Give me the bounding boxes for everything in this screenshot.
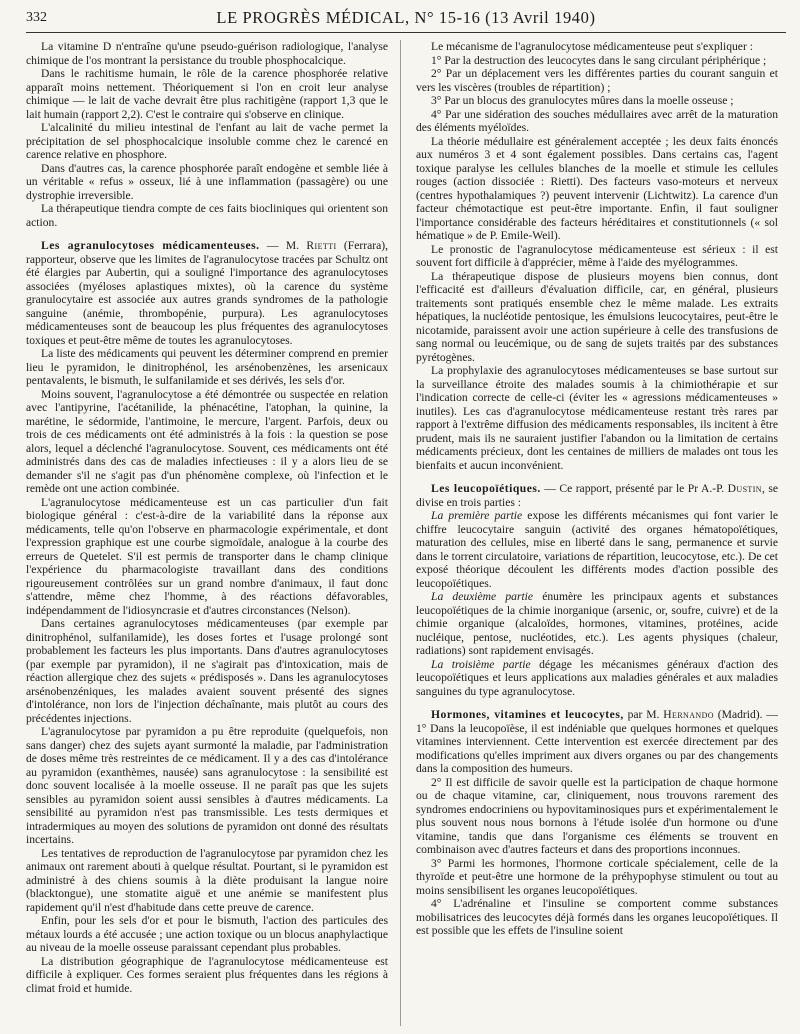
paragraph: L'agranulocytose médicamenteuse est un cas particulier d'un fait biologique général : c'est-à-dire de la variabilité dans la réponse aux médicaments, telle qu'on l'observe en pharmacologie expérimentale, et dont l'expression graphique est une courbe sigmoïdale, analogue à la courbe des erreurs de Quetelet. S'il est permis de transporter dans le champ clinique l'expérience du pharmacologiste travaillant dans des conditions rigoureusement contrôlées sur un grand nombre d'animaux, il faut donc s'attendre, même chez l'homme, à des réactions défavorables, indépendamment de l'idiosyncrasie et d'autres circonstances (Nelson). — [26, 495, 388, 617]
part-label: La première partie — [431, 509, 523, 522]
paragraph: La liste des médicaments qui peuvent les déterminer comprend en premier lieu le pyramidon, le dinitrophénol, les arsénobenzènes, les arsenicaux pentavalents, le bismuth, le sulfanilamide et ses dérivés, les sels d'or. — [26, 347, 388, 387]
part-label: La deuxième partie — [431, 590, 534, 603]
page-number: 332 — [26, 10, 47, 25]
part-label: La troisième partie — [431, 657, 531, 671]
section-heading: Hormones, vitamines et leucocytes, — [431, 708, 624, 721]
running-title: LE PROGRÈS MÉDICAL, N° 15-16 (13 Avril 1940) — [216, 8, 596, 27]
paragraph: La vitamine D n'entraîne qu'une pseudo-guérison radiologique, l'analyse chimique de l'os montrant la persistance du trouble phosphocalcique. — [26, 40, 388, 67]
paragraph: La thérapeutique dispose de plusieurs moyens bien connus, dont l'efficacité est d'ailleurs d'évaluation difficile, car, en général, plusieurs traitements sont pratiqués ensemble chez le même malade. Les extraits hépatiques, la nucléotide pentosique, les émulsions leucocytaires, peut-être le nicotamide, paraissent avoir une action supérieure à celle des transfusions de sang normal ou leucémique, ou de sang de sujets traités par des substances pyrétogènes. — [416, 269, 778, 364]
column-divider — [400, 40, 401, 1026]
right-column — [416, 40, 778, 1026]
paragraph-text: (Madrid). — 1° Dans la leucopoïèse, il est indéniable que quelques hormones et quelques vitamines interviennent. Cette intervention est exercée directement par des modifications qu'elles impriment aux divers organes ou par des changements dans la composition des humeurs. — [416, 708, 778, 775]
paragraph-text: expose les différents mécanismes qui font varier le chiffre leucocytaire sanguin (activité des organes hématopoïétiques, maturation des cellules, mise en liberté dans le sang, permanence et survie dans le torrent circulatoire, variations de répartition, leucocytose, etc.). De cet exposé théorique découlent les différents modes d'action possible des leucopoïétiques. — [416, 509, 778, 590]
section-heading: Les leucopoïétiques. — [431, 482, 541, 495]
paragraph-text: , se divise en trois parties : — [416, 482, 778, 509]
paragraph: Enfin, pour les sels d'or et pour le bismuth, l'action des particules des métaux lourds a été accusée ; une action toxique ou un blocus anaphylactique au niveau de la moelle osseuse paraissant cependant plus probables. — [26, 914, 388, 954]
paragraph: La distribution géographique de l'agranulocytose médicamenteuse est difficile à expliquer. Ces formes seraient plus fréquentes dans les régions à climat froid et humide. — [26, 954, 388, 995]
list-item: 3° Par un blocus des granulocytes mûres dans la moelle osseuse ; — [431, 94, 734, 107]
section-hormones — [416, 708, 778, 776]
paragraph: Moins souvent, l'agranulocytose a été démontrée ou suspectée en relation avec l'antipyrine, l'acétanilide, la phénacétine, l'atophan, la quinine, la marétine, le sédormide, l'antimoine, le mercure, l'argent. Parfois, deux ou trois de ces médicaments ont été administrés à la fois : la question se pose alors, lequel a déclenché l'agranulocytose. Souvent, ces médicaments ont été administrés dans des cas de maladies infectieuses : il y a alors lieu de se demander s'il ne s'agit pas d'un phénomène complexe, où l'infection et le remède ont une action combinée. — [26, 387, 388, 495]
paragraph-text: (Ferrara), rapporteur, observe que les limites de l'agranulocytose tracées par Schultz ont été élargies par Aubertin, qui a souligné l'importance des agranulocytoses associées (myéloses aplastiques mixtes), où la carence du système granulocytaire est associée aux autres grands syndromes de la pathologie sanguine (anémie, thrombopénie, purpura). Les agranulocytoses médicamenteuses sont de beaucoup les plus fréquentes des agranulocytoses toxiques et peut-être même de toutes les agranulocytoses. — [26, 239, 388, 347]
author-name: Dustin — [727, 482, 762, 495]
paragraph-text: — Ce rapport, présenté par le Pr A.-P. — [540, 482, 728, 495]
list-item: 4° Par une sidération des souches médullaires avec arrêt de la maturation des éléments myéloïdes. — [416, 107, 778, 134]
section-leucopoietiques — [416, 482, 778, 509]
paragraph: Le mécanisme de l'agranulocytose médicamenteuse peut s'expliquer : — [431, 40, 753, 53]
paragraph: 2° Il est difficile de savoir quelle est la participation de chaque hormone ou de chaque vitamine, car, cliniquement, nous trouvons rarement des syndromes endocriniens ou hypovitaminosiques purs et expérimentalement le plus souvent nous nous bornons à l'étude isolée d'un hormone ou d'une vitamine, tandis que dans l'organisme ces éléments se trouvent en combinaison avec d'autres facteurs et dans des proportions inconnues. — [416, 775, 778, 856]
paragraph: L'alcalinité du milieu intestinal de l'enfant au lait de vache permet la précipitation de sel phosphocalcique insoluble comme chez le carencé en carence relative en phosphore. — [26, 121, 388, 161]
paragraph: L'agranulocytose par pyramidon a pu être reproduite (quelquefois, non sans danger) chez des sujets ayant surmonté la maladie, par l'administration de doses même très restreintes de ce médicament. Il y a des cas d'intolérance au pyramidon (exanthèmes, nausée) sans agranulocytose : la sensibilité est donc souvent localisée à la moelle osseuse. Il ne paraît pas que les sujets sensibles au pyramidon soient aussi sensibles à d'autres médicaments. La sensibilité au pyramidon n'est pas transmissible. Les tests dermiques et intradermiques au moyen des solutions de pyramidon ont donné des résultats incertains. — [26, 725, 388, 846]
paragraph: Dans le rachitisme humain, le rôle de la carence phosphorée relative apparaît moins nettement. Théoriquement si l'on en croit leur analyse chimique — le lait de vache devrait être plus rachitigène (rapport 1,3 que le lait humain (rapport 2,2). C'est le contraire qui s'observe en clinique. — [26, 67, 388, 121]
paragraph: Les tentatives de reproduction de l'agranulocytose par pyramidon chez les animaux ont rarement abouti à quelque résultat. Pourtant, si le pyramidon est administré à des chiens soumis à la diète produisant la langue noire (blacktongue), une stomatite aiguë et une anémie se manifestent plus rapidement qu'il n'est d'habitude dans cette preuve de carence. — [26, 846, 388, 914]
paragraph-text: par M. — [623, 708, 664, 721]
section-agranulocytoses — [26, 239, 388, 347]
paragraph — [416, 658, 778, 699]
paragraph: Dans certaines agranulocytoses médicamenteuses (par exemple par dinitrophénol, sulfanilamide), les doses fortes et l'usage prolongé sont probablement les facteurs les plus importants. Dans d'autres agranulocytoses (par exemple par pyramidon), il ne s'agirait pas d'intoxication, mais de réaction allergique chez des sujets « prédisposés ». Dans les agranulocytoses arsénobenzéniques, les malades avaient souvent présenté des signes d'intolérance, non lors de l'injection déchaînante, mais plutôt au cours des précédentes injections. — [26, 617, 388, 725]
header-rule — [26, 32, 786, 33]
paragraph: 3° Parmi les hormones, l'hormone corticale spécialement, celle de la thyroïde et peut-être une hormone de la préhypophyse stimulent ou tout au moins sensibilisent les organes leucopoïétiques. — [416, 856, 778, 897]
list-item: 2° Par un déplacement vers les différentes parties du courant sanguin et vers les viscères (troubles de répartition) ; — [416, 67, 778, 94]
paragraph — [416, 590, 778, 658]
list-item: 1° Par la destruction des leucocytes dans le sang circulant périphérique ; — [431, 53, 767, 67]
paragraph: La théorie médullaire est généralement acceptée ; les deux faits énoncés aux numéros 3 et 4 sont également possibles. Dans certains cas, l'agent toxique paralyse les cellules blanches de la moelle et stimule les cellules rouges (action dissociée : Rietti). Des facteurs vaso-moteurs et nerveux (centres hypothalamiques ?) peuvent intervenir (Lichtwitz). La carence d'un facteur chémotactique est peut-être importante. Enfin, il faut souligner l'importance considérable des facteurs héréditaires et constitutionnels (« sol hématique » de P. Emile-Weil). — [416, 134, 778, 242]
page-header — [26, 6, 786, 30]
paragraph: La prophylaxie des agranulocytoses médicamenteuses se base surtout sur la surveillance étroite des malades soumis à la chimiothérapie et sur l'indication correcte de celle-ci (éviter les « agressions médicamenteuses » inutiles). Les cas d'agranulocytose médicamenteuse restant très rares par rapport à l'extrême diffusion des médicaments responsables, ils incitent à être prudent, mais ils ne sauraient justifier l'abandon ou la limitation de certains médicaments précieux, dont les centaines de milliers de malades ont tous les bienfaits et aucun inconvénient. — [416, 364, 778, 472]
author-name: Hernando — [663, 708, 714, 721]
paragraph: Le pronostic de l'agranulocytose médicamenteuse est sérieux : il est souvent fort difficile à d'apprécier, même à l'aide des myélogrammes. — [416, 242, 778, 269]
paragraph-text: dégage les mécanismes généraux d'action des leucopoïétiques et leurs applications aux maladies générales et aux maladies sanguines du type agranulocytose. — [416, 657, 778, 698]
heading-dash: — M. — [259, 239, 307, 252]
section-heading: Les agranulocytoses médicamenteuses. — [41, 239, 260, 252]
paragraph — [416, 509, 778, 590]
left-column — [26, 40, 388, 1026]
paragraph: La thérapeutique tiendra compte de ces faits biocliniques qui orientent son action. — [26, 202, 388, 229]
paragraph-text: énumère les principaux agents et substances leucopoïétiques de la chimie inorganique (arsenic, or, soufre, cuivre) et de la chimie organique (alcaloïdes, hormones, vitamines, protéines, acide nucléique, pentose, nucléotides, etc.). Les agents physiques (chaleur, radiations) sont rapidement envisagés. — [416, 590, 778, 657]
paragraph: Dans d'autres cas, la carence phosphorée paraît endogène et semble liée à un véritable « refus » osseux, lié à une inflammation (passagère) ou une dystrophie irreversible. — [26, 161, 388, 202]
paragraph: 4° L'adrénaline et l'insuline se comportent comme substances mobilisatrices des leucocytes déjà formés dans les organes leucopoïétiques. Il est possible que les effets de l'insuline soient — [416, 897, 778, 937]
author-name: Rietti — [306, 239, 337, 252]
